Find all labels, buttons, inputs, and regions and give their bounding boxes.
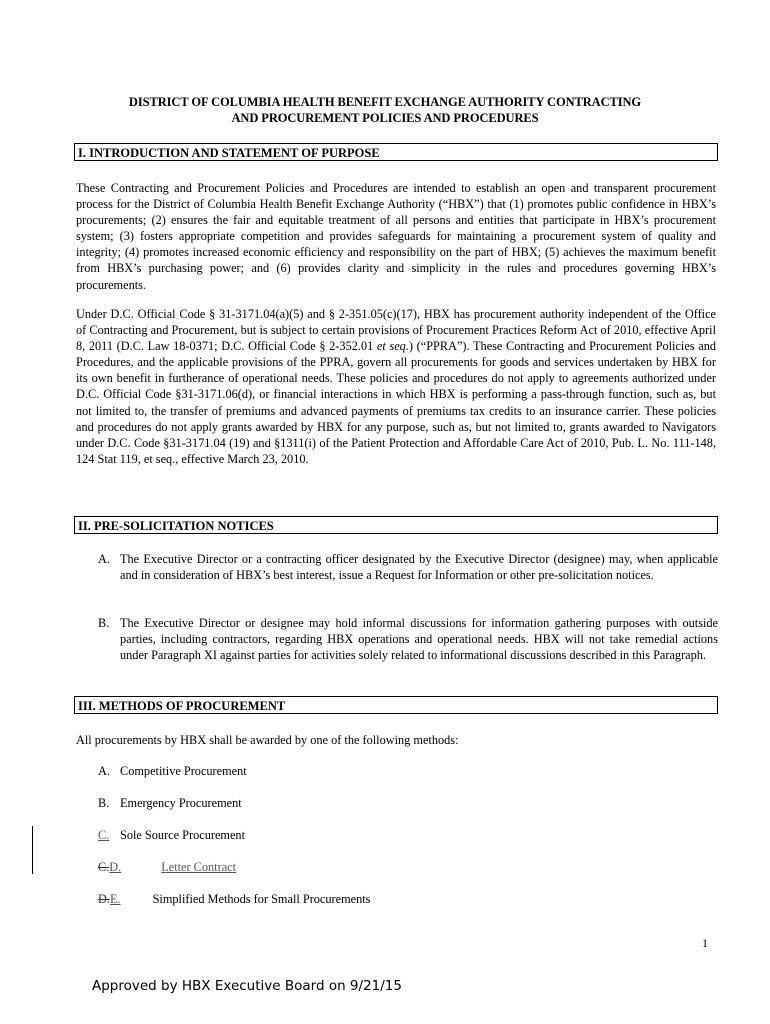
item-text: Letter Contract (161, 860, 237, 874)
item-text: The Executive Director or designee may hold informal discussions for information gathering purposes with outside parties, including contractors, regarding HBX operations and operational needs. HBX will not take remedial actions under Paragraph XI against parties for activities solely related to informational discussions described in this Paragraph. (120, 616, 718, 663)
presolicitation-item-b (98, 615, 718, 663)
page-number: 1 (702, 936, 708, 950)
method-item-a (98, 763, 247, 779)
item-label: B. (98, 796, 110, 810)
method-item-d (98, 859, 236, 875)
title-line-2: AND PROCUREMENT POLICIES AND PROCEDURES (231, 111, 539, 125)
section-heading-presolicitation: II. PRE-SOLICITATION NOTICES (74, 516, 718, 534)
item-label-deleted: D. (98, 892, 110, 906)
item-text: Sole Source Procurement (120, 828, 245, 842)
title-line-1: DISTRICT OF COLUMBIA HEALTH BENEFIT EXCHANGE AUTHORITY CONTRACTING (128, 95, 642, 109)
item-label-inserted: C. (98, 828, 110, 842)
section-heading-methods: III. METHODS OF PROCUREMENT (74, 696, 718, 714)
intro-paragraph-2 (76, 306, 716, 467)
intro-paragraph-1: These Contracting and Procurement Policies and Procedures are intended to establish an open and transparent procurement process for the District of Columbia Health Benefit Exchange Authority (“HBX”) that (1) promotes public confidence in HBX’s procurements; (2) ensures the fair and equitable treatment of all persons and entities that participate in HBX’s procurement system; (3) fosters appropriate competition and provides safeguards for maintaining a procurement system of quality and integrity; (4) promotes increased economic efficiency and responsibility on the part of HBX; (5) achieves the maximum benefit from HBX’s purchasing power; and (6) provides clarity and simplicity in the rules and procedures governing HBX’s procurements. (76, 181, 716, 292)
intro-paragraph-2-part-b: ) (“PPRA”). These Contracting and Procurement Policies and Procedures, and the applicable provisions of the PPRA, govern all procurements for goods and services undertaken by HBX for its own benefit in furtherance of operational needs. These policies and procedures do not apply to agreements authorized under D.C. Official Code §31-3171.06(d), or financial interactions in which HBX is performing a pass-through function, such as, but not limited to, the transfer of premiums and advanced payments of premiums tax credits to an insurance carrier. These policies and procedures do not apply grants awarded by HBX for any purpose, such as, but not limited to, grants awarded to Navigators under D.C. Code §31-3171.04 (19) and §1311(i) of the Patient Protection and Affordable Care Act of 2010, Pub. L. No. 111-148, 124 Stat 119, et seq., effective March 23, 2010. (76, 339, 716, 466)
revision-change-bar (32, 826, 33, 874)
item-label-deleted: C. (98, 860, 110, 874)
section-heading-intro: I. INTRODUCTION AND STATEMENT OF PURPOSE (74, 143, 718, 161)
item-text: Emergency Procurement (120, 796, 242, 810)
et-seq-italic: et seq. (376, 339, 409, 354)
item-text: Simplified Methods for Small Procurements (152, 892, 371, 906)
item-label: A. (98, 552, 110, 566)
method-item-b (98, 795, 242, 811)
item-label: B. (98, 616, 110, 630)
methods-intro: All procurements by HBX shall be awarded by one of the following methods: (76, 733, 459, 747)
item-text: Competitive Procurement (120, 764, 247, 778)
method-item-e (98, 891, 370, 907)
item-label: A. (98, 764, 110, 778)
presolicitation-item-a (98, 551, 718, 583)
document-title (40, 94, 730, 126)
intro-paragraph-2-part-a: Under D.C. Official Code § 31-3171.04(a)(5) and § 2-351.05(c)(17), HBX has procurement authority independent of the Office of Contracting and Procurement, but is subject to certain provisions of Procurement Practices Reform Act of 2010, effective April 8, 2011 (D.C. Law 18-0371; D.C. Official Code § 2-352.01 (76, 307, 716, 354)
item-label-inserted: D. (109, 860, 122, 874)
approval-footer: Approved by HBX Executive Board on 9/21/15 (92, 978, 402, 994)
item-text: The Executive Director or a contracting officer designated by the Executive Director (designee) may, when applicable and in consideration of HBX’s best interest, issue a Request for Information or other pre-solicitation notices. (120, 552, 718, 583)
method-item-c (98, 827, 245, 843)
item-label-inserted: E. (109, 892, 121, 906)
